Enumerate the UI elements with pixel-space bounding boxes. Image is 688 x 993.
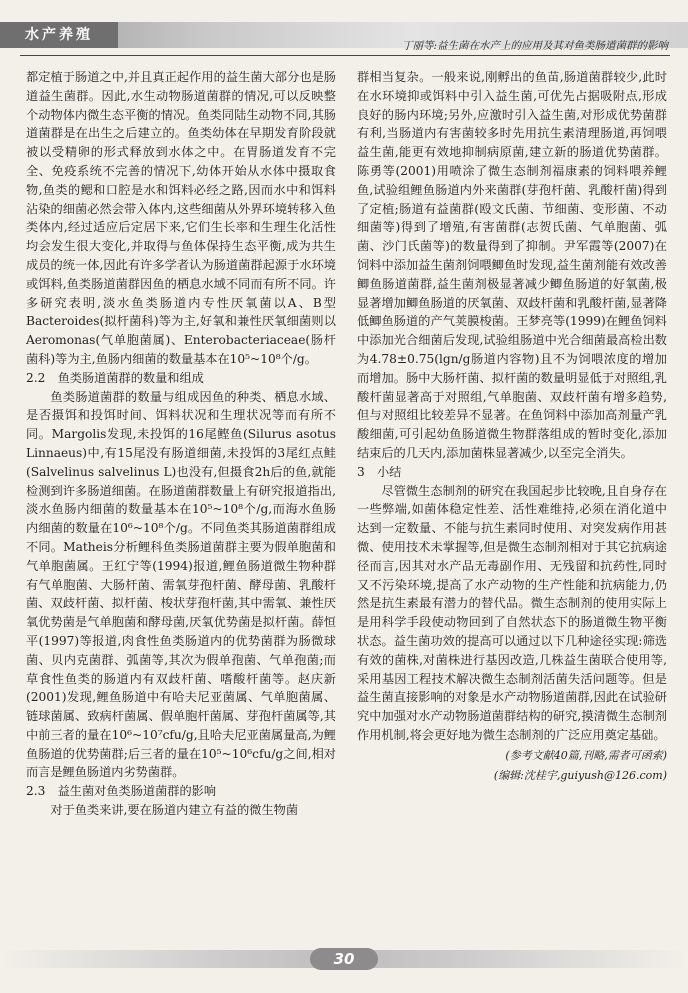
section-heading: 2.2 鱼类肠道菌群的数量和组成 (26, 370, 204, 385)
paragraph: 对于鱼类来讲,要在肠道内建立有益的微生物菌 (50, 803, 299, 818)
right-column (357, 68, 667, 785)
section-heading: 2.3 益生菌对鱼类肠道菌群的影响 (26, 784, 217, 799)
paragraph: 都定植于肠道之中,并且真正起作用的益生菌大部分也是肠道益生菌群。因此,水生动物肠道菌群的情况,可以反映整个动物体内微生态平衡的情况。鱼类同陆生动物不同,其肠道菌群是在出生之后建立的。鱼类幼体在早期发育阶段就被以受精卵的形式释放到水体之中。在胃肠道发育不完全、免疫系统不完善的情况下,幼体开始从水体中摄取食物,鱼类的鳃和口腔是水和饵料必经之路,因而水中和饵料沾染的细菌必然会带入体内,这些细菌从外界环境转移入鱼类体内,经过适应后定居下来,它们生长率和生理生化活性均会发生很大变化,并取得与鱼体保持生态平衡,成为共生成员的统一体,因此有许多学者认为肠道菌群起源于水环境或饵料,鱼类肠道菌群因鱼的栖息水域不同而有所不同。许多研究表明,淡水鱼类肠道内专性厌氧菌以A、B型Bacteroides(拟杆菌科)等为主,好氧和兼性厌氧细菌则以Aeromonas(气单胞菌属)、Enterobacteriaceae(肠杆菌科)等为主,鱼肠内细菌的数量基本在10⁵~10⁸个/g。 (26, 70, 336, 366)
header-divider (20, 55, 670, 56)
section-label: 水产养殖 (0, 22, 118, 48)
editor-note: (编辑:沈桂宇,guiyush@126.com) (493, 768, 667, 782)
paragraph: 尽管微生态制剂的研究在我国起步比较晚,且自身存在一些弊端,如菌体稳定性差、活性难维持,必须在消化道中达到一定数量、不能与抗生素同时使用、对突发病作用甚微、使用技术未掌握等,但是微生态制剂相对于其它抗病途径而言,因其对水产品无毒副作用、无残留和抗药性,同时又不污染环境,提高了水产动物的生产性能和抗病能力,仍然是抗生素最有潜力的替代品。微生态制剂的使用实际上是用科学手段使动物回到了自然状态下的肠道微生物平衡状态。益生菌功效的提高可以通过以下几种途径实现:筛选有效的菌株,对菌株进行基因改造,几株益生菌联合使用等,采用基因工程技术解决微生态制剂活菌失活问题等。但是益生菌直接影响的对象是水产动物肠道菌群,因此在试验研究中加强对水产动物肠道菌群结构的研究,摸清微生态制剂作用机制,将会更好地为微生态制剂的广泛应用奠定基础。 (357, 483, 667, 742)
references-note: (参考文献40篇,刊略,需者可函索) (505, 748, 667, 762)
section-heading: 3 小结 (357, 464, 402, 479)
page-number: 30 (310, 948, 378, 970)
paragraph: 群相当复杂。一般来说,刚孵出的鱼苗,肠道菌群较少,此时在水环境抑或饵料中引入益生菌,可优先占据吸附点,形成良好的肠内环境;另外,应激时引入益生菌,对形成优势菌群有利,当肠道内有害菌较多时先用抗生素清理肠道,再饲喂益生菌,能更有效地抑制病原菌,建立新的肠道优势菌群。陈勇等(2001)用喷涂了微生态制剂福康素的饲料喂养鲤鱼,试验组鲤鱼肠道内外来菌群(芽孢杆菌、乳酸杆菌)得到了定植;肠道有益菌群(殴文氏菌、节细菌、变形菌、不动细菌等)得到了增殖,有害菌群(志贺氏菌、气单胞菌、弧菌、沙门氏菌等)的数量得到了抑制。尹军霞等(2007)在饲料中添加益生菌剂饲喂鲫鱼时发现,益生菌剂能有效改善鲫鱼肠道菌群,益生菌剂极显著减少鲫鱼肠道的好氧菌,极显著增加鲫鱼肠道的厌氧菌、双歧杆菌和乳酸杆菌,显著降低鲫鱼肠道的产气荚膜梭菌。王梦亮等(1999)在鲤鱼饲料中添加光合细菌后发现,试验组肠道中光合细菌最高检出数为4.78±0.75(lgn/g肠道内容物)且不为饲喂浓度的增加而增加。肠中大肠杆菌、拟杆菌的数量明显低于对照组,乳酸杆菌显著高于对照组,气单胞菌、双歧杆菌有增多趋势,但与对照组比较差异不显著。在鱼饲料中添加高剂量产乳酸细菌,可引起幼鱼肠道微生物群落组成的暂时变化,添加结束后的几天内,添加菌株显著减少,以至完全消失。 (357, 70, 667, 460)
left-column (26, 68, 336, 820)
running-title: 丁丽等:益生菌在水产上的应用及其对鱼类肠道菌群的影响 (401, 40, 668, 52)
paragraph: 鱼类肠道菌群的数量与组成因鱼的种类、栖息水域、是否摄饵和投饵时间、饵料状况和生理状况等而有所不同。Margolis发现,未投饵的16尾鲣鱼(Silurus asotus Linnaeus)中,有15尾没有肠道细菌,未投饵的3尾红点鲑(Salvelinus salvelinus L)也没有,但摄食2h后的鱼,就能检测到许多肠道细菌。在肠道菌群数量上有研究报道指出,淡水鱼肠内细菌的数量基本在10⁵~10⁸个/g,而海水鱼肠内细菌的数量在10⁶~10⁸个/g。不同鱼类其肠道菌群组成不同。Matheis分析鲤科鱼类肠道菌群主要为假单胞菌和气单胞菌属。王红宁等(1994)报道,鲤鱼肠道微生物种群有气单胞菌、大肠杆菌、需氧芽孢杆菌、酵母菌、乳酸杆菌、双歧杆菌、拟杆菌、梭状芽孢杆菌,其中需氧、兼性厌氧优势菌是气单胞菌和酵母菌,厌氧优势菌是拟杆菌。薛恒平(1997)等报道,肉食性鱼类肠道内的优势菌群为肠微球菌、贝内克菌群、弧菌等,其次为假单孢菌、气单孢菌;而草食性鱼类的肠道内有双歧杆菌、嗜酸杆菌等。赵庆新(2001)发现,鲤鱼肠道中有哈夫尼亚菌属、气单胞菌属、链球菌属、致病杆菌属、假单胞杆菌属、芽孢杆菌属等,其中前三者的量在10⁶~10⁷cfu/g,且哈夫尼亚菌属量高,为鲤鱼肠道的优势菌群;后三者的量在10⁵~10⁶cfu/g之间,相对而言是鲤鱼肠道内劣势菌群。 (26, 389, 336, 780)
